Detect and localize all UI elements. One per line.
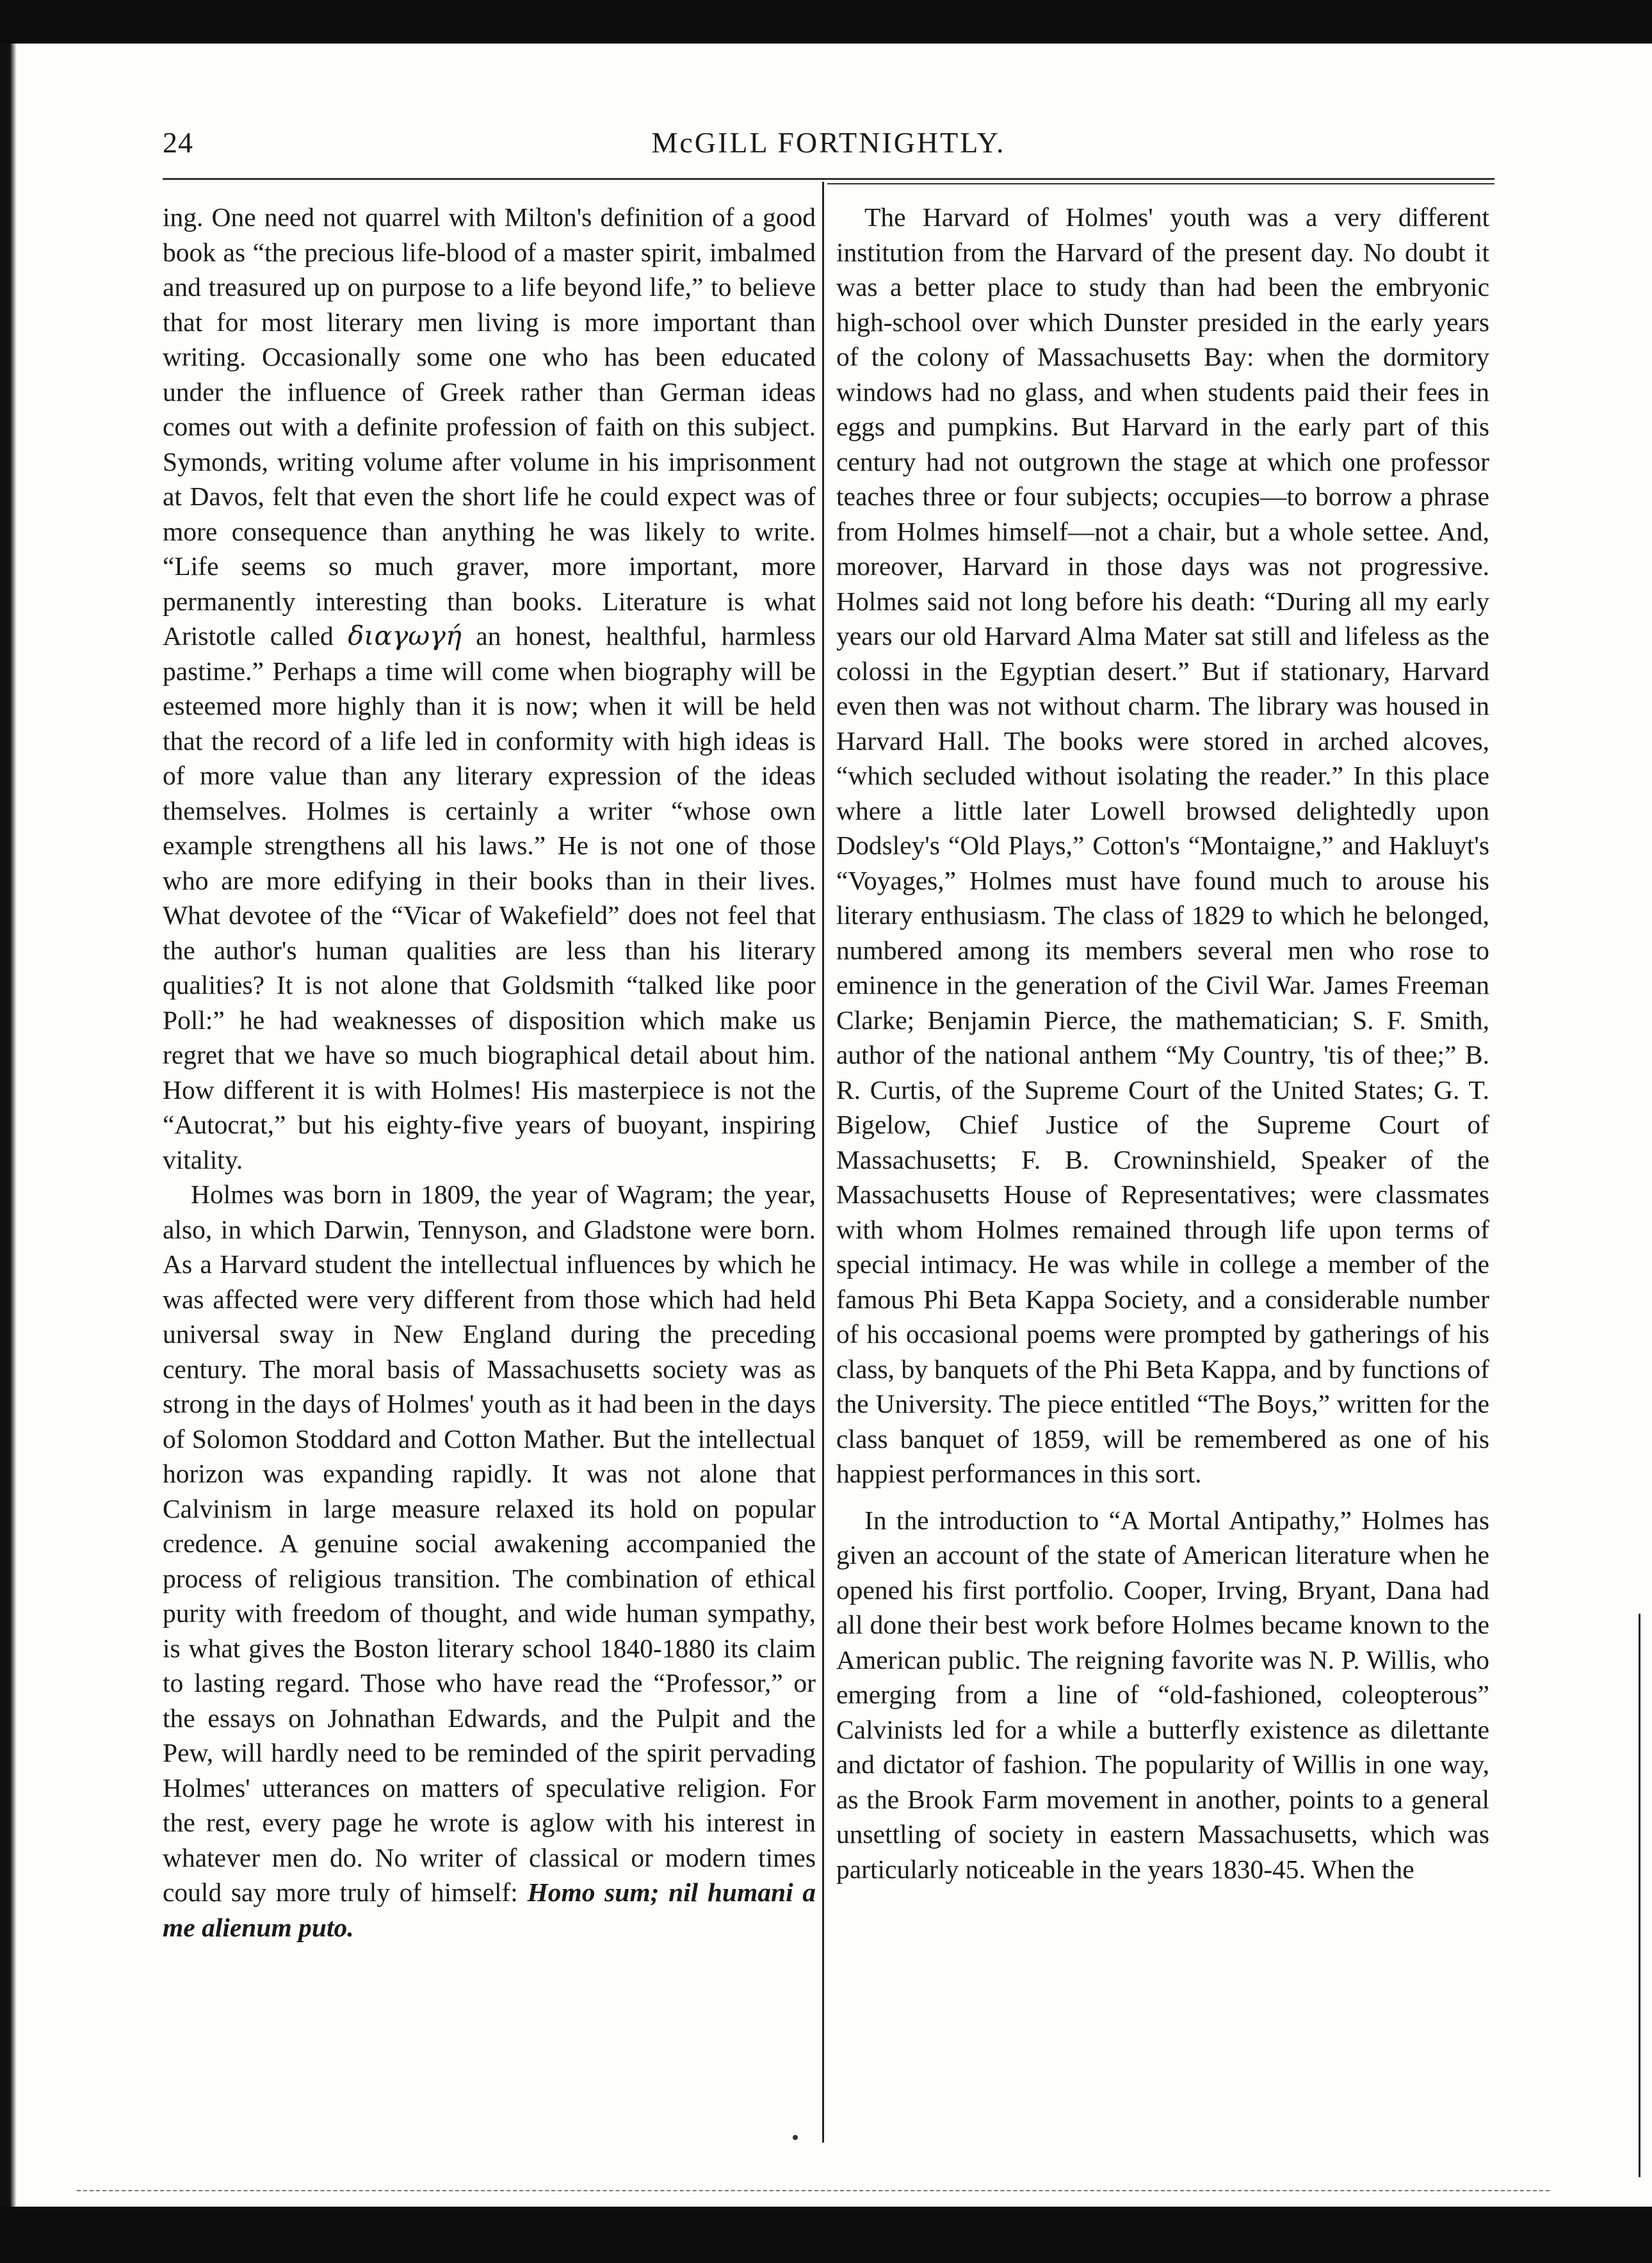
scan-border-top <box>0 0 1652 44</box>
header-rule-secondary <box>827 183 1494 184</box>
right-paragraph-1: The Harvard of Holmes' youth was a very different institution from the Harvard of the present day. No doubt it was a better place to study than had been the embryonic high-school over which Dunster presided in the early years of the colony of Massachusetts Bay: when the dormitory windows had no glass, and when students paid their fees in eggs and pumpkins. But Harvard in the early part of this century had not outgrown the stage at which one professor teaches three or four subjects; occupies—to borrow a phrase from Holmes himself—not a chair, but a whole settee. And, moreover, Harvard in those days was not progressive. Holmes said not long before his death: “During all my early years our old Harvard Alma Mater sat still and lifeless as the colossi in the Egyptian desert.” But if stationary, Harvard even then was not without charm. The library was housed in Harvard Hall. The books were stored in arched alcoves, “which secluded without isolating the reader.” In this place where a little later Lowell browsed delightedly upon Dodsley's “Old Plays,” Cotton's “Montaigne,” and Hakluyt's “Voyages,” Holmes must have found much to arouse his literary enthusiasm. The class of 1829 to which he belonged, numbered among its members several men who rose to eminence in the generation of the Civil War. James Freeman Clarke; Benjamin Pierce, the mathematician; S. F. Smith, author of the national anthem “My Country, 'tis of thee;” B. R. Curtis, of the Supreme Court of the United States; G. T. Bigelow, Chief Justice of the Supreme Court of Massachusetts; F. B. Crowninshield, Speaker of the Massachusetts House of Representatives; were classmates with whom Holmes remained through life upon terms of special intimacy. He was while in college a member of the famous Phi Beta Kappa Society, and a considerable number of his occasional poems were prompted by gatherings of his class, by banquets of the Phi Beta Kappa, and by functions of the University. The piece entitled “The Boys,” written for the class banquet of 1859, will be remembered as one of his happiest performances in this sort. <box>836 202 1489 1488</box>
left-paragraph-1-text-end: an honest, healthful, harmless pastime.” Perhaps a time will come when biography will be esteemed more highly than it is now; when it will be held that the record of a life led in conformity with high ideas is of more value than any literary expression of the ideas themselves. Holmes is certainly a writer “whose own example strengthens all his laws.” He is not one of those who are more edifying in their books than in their lives. What devotee of the “Vicar of Wakefield” does not feel that the author's human qualities are less than his literary qualities? It is not alone that Goldsmith “talked like poor Poll:” he had weaknesses of disposition which make us regret that we have so much biographical detail about him. How different it is with Holmes! His masterpiece is not the “Autocrat,” but his eighty-five years of buoyant, inspiring vitality. <box>163 621 816 1174</box>
right-column <box>836 200 1489 1886</box>
column-divider <box>822 182 824 2143</box>
bottom-rule <box>77 2190 1550 2191</box>
running-title: McGILL FORTNIGHTLY. <box>651 126 1006 159</box>
latin-quote: Homo sum; nil humani a me alienum puto. <box>163 1878 816 1942</box>
left-paragraph-1-text: ing. One need not quarrel with Milton's definition of a good book as “the precious life-blood of a master spirit, imbalmed and treasured up on purpose to a life beyond life,” to believe that for most literary men living is more important than writing. Occasionally some one who has been educated under the influence of Greek rather than German ideas comes out with a definite profession of faith on this subject. Symonds, writing volume after volume in his imprisonment at Davos, felt that even the short life he could expect was of more consequence than anything he was likely to write. “Life seems so much graver, more important, more permanently interesting than books. Literature is what Aristotle called <box>163 202 816 651</box>
scan-border-bottom <box>0 2207 1652 2263</box>
left-column <box>163 200 816 1945</box>
left-paragraph-1 <box>163 200 816 1177</box>
left-paragraph-2 <box>163 1177 816 1945</box>
greek-word: διαγωγή <box>348 620 462 651</box>
page-mark <box>793 2135 798 2140</box>
left-paragraph-2-text: Holmes was born in 1809, the year of Wagram; the year, also, in which Darwin, Tennyson, and Gladstone were born. As a Harvard student the intellectual influences by which he was affected were very different from those which had held universal sway in New England during the preceding century. The moral basis of Massachusetts society was as strong in the days of Holmes' youth as it had been in the days of Solomon Stoddard and Cotton Mather. But the intellectual horizon was expanding rapidly. It was not alone that Calvinism in large measure relaxed its hold on popular credence. A genuine social awakening accompanied the process of religious transition. The combination of ethical purity with freedom of thought, and wide human sympathy, is what gives the Boston literary school 1840-1880 its claim to lasting regard. Those who have read the “Professor,” or the essays on Johnathan Edwards, and the Pulpit and the Pew, will hardly need to be reminded of the spirit pervading Holmes' utterances on matters of speculative religion. For the rest, every page he wrote is aglow with his interest in whatever men do. No writer of classical or modern times could say more truly of himself: <box>163 1180 816 1907</box>
scan-border-right <box>1639 1614 1652 2177</box>
header-rule <box>163 178 1494 180</box>
page-number: 24 <box>163 126 193 159</box>
scan-border-left <box>0 44 17 2208</box>
page-header <box>163 126 1494 170</box>
right-paragraph-2: In the introduction to “A Mortal Antipathy,” Holmes has given an account of the state of American literature when he opened his first portfolio. Cooper, Irving, Bryant, Dana had all done their best work before Holmes became known to the American public. The reigning favorite was N. P. Willis, who emerging from a line of “old-fashioned, coleopterous” Calvinists led for a while a butterfly existence as dilettante and dictator of fashion. The popularity of Willis in one way, as the Brook Farm movement in another, points to a general unsettling of society in eastern Massachusetts, which was particularly noticeable in the years 1830-45. When the <box>836 1505 1489 1884</box>
